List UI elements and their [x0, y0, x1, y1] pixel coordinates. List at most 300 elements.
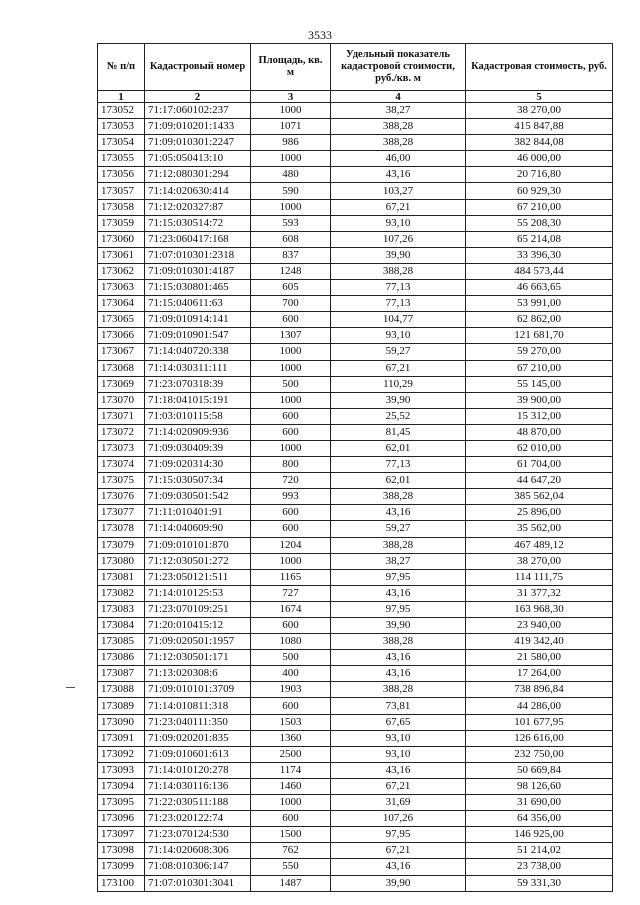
row-number-cell: 173086 [98, 650, 145, 666]
row-number-cell: 173071 [98, 408, 145, 424]
specific-value-cell: 39,90 [331, 392, 466, 408]
row-number-cell: 173079 [98, 537, 145, 553]
row-number-cell: 173093 [98, 762, 145, 778]
cadastral-cost-cell: 163 968,30 [466, 601, 613, 617]
table-row [98, 569, 613, 585]
row-number-cell: 173088 [98, 682, 145, 698]
specific-value-cell: 67,21 [331, 199, 466, 215]
area-cell: 590 [251, 183, 331, 199]
cadastral-number-cell: 71:08:010306:147 [145, 859, 251, 875]
row-number-cell: 173081 [98, 569, 145, 585]
row-number-cell: 173073 [98, 440, 145, 456]
area-cell: 1500 [251, 827, 331, 843]
table-row [98, 119, 613, 135]
specific-value-cell: 43,16 [331, 505, 466, 521]
table-row [98, 280, 613, 296]
cadastral-cost-cell: 23 738,00 [466, 859, 613, 875]
specific-value-cell: 77,13 [331, 296, 466, 312]
row-number-cell: 173069 [98, 376, 145, 392]
row-number-cell: 173063 [98, 280, 145, 296]
area-cell: 1071 [251, 119, 331, 135]
cadastral-number-cell: 71:09:030409:39 [145, 440, 251, 456]
table-row [98, 714, 613, 730]
cadastral-cost-cell: 232 750,00 [466, 746, 613, 762]
cadastral-cost-cell: 62 862,00 [466, 312, 613, 328]
cadastral-number-cell: 71:11:010401:91 [145, 505, 251, 521]
row-number-cell: 173057 [98, 183, 145, 199]
header-cadastral-number: Кадастровый номер [145, 44, 251, 91]
area-cell: 1000 [251, 360, 331, 376]
specific-value-cell: 67,21 [331, 843, 466, 859]
margin-mark [66, 687, 75, 688]
area-cell: 1000 [251, 392, 331, 408]
cadastral-number-cell: 71:09:010901:547 [145, 328, 251, 344]
specific-value-cell: 97,95 [331, 827, 466, 843]
area-cell: 1080 [251, 634, 331, 650]
specific-value-cell: 62,01 [331, 440, 466, 456]
column-number: 3 [251, 91, 331, 103]
specific-value-cell: 93,10 [331, 215, 466, 231]
specific-value-cell: 97,95 [331, 601, 466, 617]
table-row [98, 392, 613, 408]
table-row [98, 601, 613, 617]
column-number: 1 [98, 91, 145, 103]
table-row [98, 440, 613, 456]
cadastral-number-cell: 71:12:080301:294 [145, 167, 251, 183]
cadastral-cost-cell: 67 210,00 [466, 360, 613, 376]
column-number: 4 [331, 91, 466, 103]
cadastral-cost-cell: 60 929,30 [466, 183, 613, 199]
specific-value-cell: 67,65 [331, 714, 466, 730]
area-cell: 400 [251, 666, 331, 682]
cadastral-number-cell: 71:14:010120:278 [145, 762, 251, 778]
row-number-cell: 173085 [98, 634, 145, 650]
cadastral-number-cell: 71:07:010301:2318 [145, 247, 251, 263]
area-cell: 1248 [251, 263, 331, 279]
cadastral-number-cell: 71:14:030116:136 [145, 778, 251, 794]
cadastral-cost-cell: 121 681,70 [466, 328, 613, 344]
table-row [98, 585, 613, 601]
specific-value-cell: 93,10 [331, 730, 466, 746]
cadastral-cost-cell: 23 940,00 [466, 618, 613, 634]
row-number-cell: 173095 [98, 795, 145, 811]
row-number-cell: 173055 [98, 151, 145, 167]
specific-value-cell: 38,27 [331, 553, 466, 569]
specific-value-cell: 39,90 [331, 875, 466, 891]
cadastral-cost-cell: 38 270,00 [466, 553, 613, 569]
cadastral-number-cell: 71:23:070318:39 [145, 376, 251, 392]
row-number-cell: 173066 [98, 328, 145, 344]
cadastral-cost-cell: 415 847,88 [466, 119, 613, 135]
row-number-cell: 173076 [98, 489, 145, 505]
table-row [98, 698, 613, 714]
table-row [98, 312, 613, 328]
row-number-cell: 173089 [98, 698, 145, 714]
cadastral-number-cell: 71:14:030311:111 [145, 360, 251, 376]
table-row [98, 618, 613, 634]
area-cell: 2500 [251, 746, 331, 762]
specific-value-cell: 43,16 [331, 650, 466, 666]
cadastral-cost-cell: 46 663,65 [466, 280, 613, 296]
cadastral-cost-cell: 51 214,02 [466, 843, 613, 859]
table-row [98, 135, 613, 151]
cadastral-cost-cell: 33 396,30 [466, 247, 613, 263]
cadastral-cost-cell: 61 704,00 [466, 457, 613, 473]
specific-value-cell: 77,13 [331, 457, 466, 473]
specific-value-cell: 103,27 [331, 183, 466, 199]
cadastral-cost-cell: 38 270,00 [466, 103, 613, 119]
specific-value-cell: 43,16 [331, 666, 466, 682]
cadastral-number-cell: 71:09:010101:870 [145, 537, 251, 553]
cadastral-number-cell: 71:03:010115:58 [145, 408, 251, 424]
cadastral-number-cell: 71:15:030801:465 [145, 280, 251, 296]
specific-value-cell: 43,16 [331, 762, 466, 778]
cadastral-cost-cell: 382 844,08 [466, 135, 613, 151]
cadastral-cost-cell: 484 573,44 [466, 263, 613, 279]
column-number: 2 [145, 91, 251, 103]
row-number-cell: 173084 [98, 618, 145, 634]
table-row [98, 730, 613, 746]
table-row [98, 875, 613, 891]
row-number-cell: 173096 [98, 811, 145, 827]
cadastral-number-cell: 71:18:041015:191 [145, 392, 251, 408]
header-cadastral-cost: Кадастровая стоимость, руб. [466, 44, 613, 91]
area-cell: 1204 [251, 537, 331, 553]
specific-value-cell: 59,27 [331, 521, 466, 537]
specific-value-cell: 388,28 [331, 537, 466, 553]
cadastral-number-cell: 71:14:020608:306 [145, 843, 251, 859]
table-row [98, 231, 613, 247]
table-row [98, 537, 613, 553]
specific-value-cell: 107,26 [331, 811, 466, 827]
row-number-cell: 173072 [98, 424, 145, 440]
specific-value-cell: 110,29 [331, 376, 466, 392]
cadastral-number-cell: 71:23:070124:530 [145, 827, 251, 843]
cadastral-number-cell: 71:09:020501:1957 [145, 634, 251, 650]
cadastral-value-table [97, 43, 613, 892]
cadastral-cost-cell: 55 208,30 [466, 215, 613, 231]
area-cell: 800 [251, 457, 331, 473]
area-cell: 1503 [251, 714, 331, 730]
cadastral-number-cell: 71:09:010914:141 [145, 312, 251, 328]
header-row [98, 44, 613, 91]
cadastral-number-cell: 71:23:040111:350 [145, 714, 251, 730]
area-cell: 1000 [251, 795, 331, 811]
column-number-row [98, 91, 613, 103]
row-number-cell: 173059 [98, 215, 145, 231]
row-number-cell: 173065 [98, 312, 145, 328]
specific-value-cell: 25,52 [331, 408, 466, 424]
cadastral-cost-cell: 31 690,00 [466, 795, 613, 811]
table-row [98, 795, 613, 811]
table-row [98, 247, 613, 263]
row-number-cell: 173099 [98, 859, 145, 875]
table-row [98, 376, 613, 392]
specific-value-cell: 93,10 [331, 746, 466, 762]
specific-value-cell: 388,28 [331, 682, 466, 698]
cadastral-number-cell: 71:14:040720:338 [145, 344, 251, 360]
area-cell: 600 [251, 408, 331, 424]
row-number-cell: 173082 [98, 585, 145, 601]
specific-value-cell: 388,28 [331, 119, 466, 135]
table-row [98, 344, 613, 360]
area-cell: 600 [251, 811, 331, 827]
area-cell: 500 [251, 650, 331, 666]
cadastral-number-cell: 71:13:020308:6 [145, 666, 251, 682]
row-number-cell: 173064 [98, 296, 145, 312]
cadastral-cost-cell: 53 991,00 [466, 296, 613, 312]
cadastral-cost-cell: 44 286,00 [466, 698, 613, 714]
row-number-cell: 173077 [98, 505, 145, 521]
area-cell: 600 [251, 424, 331, 440]
area-cell: 600 [251, 698, 331, 714]
cadastral-number-cell: 71:15:030507:34 [145, 473, 251, 489]
area-cell: 1307 [251, 328, 331, 344]
cadastral-cost-cell: 101 677,95 [466, 714, 613, 730]
cadastral-number-cell: 71:09:010601:613 [145, 746, 251, 762]
cadastral-number-cell: 71:09:020201:835 [145, 730, 251, 746]
row-number-cell: 173090 [98, 714, 145, 730]
cadastral-cost-cell: 17 264,00 [466, 666, 613, 682]
table-row [98, 505, 613, 521]
area-cell: 993 [251, 489, 331, 505]
area-cell: 700 [251, 296, 331, 312]
cadastral-number-cell: 71:15:040611:63 [145, 296, 251, 312]
area-cell: 600 [251, 505, 331, 521]
specific-value-cell: 59,27 [331, 344, 466, 360]
cadastral-cost-cell: 385 562,04 [466, 489, 613, 505]
row-number-cell: 173054 [98, 135, 145, 151]
cadastral-cost-cell: 67 210,00 [466, 199, 613, 215]
row-number-cell: 173067 [98, 344, 145, 360]
area-cell: 1000 [251, 344, 331, 360]
cadastral-cost-cell: 114 111,75 [466, 569, 613, 585]
cadastral-number-cell: 71:09:010201:1433 [145, 119, 251, 135]
area-cell: 600 [251, 618, 331, 634]
row-number-cell: 173091 [98, 730, 145, 746]
specific-value-cell: 39,90 [331, 247, 466, 263]
row-number-cell: 173083 [98, 601, 145, 617]
cadastral-cost-cell: 419 342,40 [466, 634, 613, 650]
row-number-cell: 173062 [98, 263, 145, 279]
area-cell: 480 [251, 167, 331, 183]
cadastral-cost-cell: 21 580,00 [466, 650, 613, 666]
specific-value-cell: 93,10 [331, 328, 466, 344]
table-row [98, 296, 613, 312]
area-cell: 986 [251, 135, 331, 151]
cadastral-number-cell: 71:23:020122:74 [145, 811, 251, 827]
specific-value-cell: 97,95 [331, 569, 466, 585]
header-area: Площадь, кв. м [251, 44, 331, 91]
table-row [98, 859, 613, 875]
area-cell: 1903 [251, 682, 331, 698]
table-row [98, 746, 613, 762]
area-cell: 1000 [251, 151, 331, 167]
table-row [98, 199, 613, 215]
specific-value-cell: 43,16 [331, 585, 466, 601]
row-number-cell: 173052 [98, 103, 145, 119]
row-number-cell: 173092 [98, 746, 145, 762]
cadastral-number-cell: 71:17:060102:237 [145, 103, 251, 119]
cadastral-cost-cell: 738 896,84 [466, 682, 613, 698]
specific-value-cell: 388,28 [331, 263, 466, 279]
table-row [98, 634, 613, 650]
area-cell: 837 [251, 247, 331, 263]
specific-value-cell: 31,69 [331, 795, 466, 811]
specific-value-cell: 104,77 [331, 312, 466, 328]
row-number-cell: 173100 [98, 875, 145, 891]
cadastral-number-cell: 71:09:010301:4187 [145, 263, 251, 279]
table-row [98, 328, 613, 344]
cadastral-cost-cell: 146 925,00 [466, 827, 613, 843]
specific-value-cell: 46,00 [331, 151, 466, 167]
specific-value-cell: 67,21 [331, 360, 466, 376]
table-row [98, 650, 613, 666]
cadastral-number-cell: 71:07:010301:3041 [145, 875, 251, 891]
specific-value-cell: 388,28 [331, 489, 466, 505]
row-number-cell: 173078 [98, 521, 145, 537]
table-row [98, 811, 613, 827]
area-cell: 1000 [251, 103, 331, 119]
table-row [98, 215, 613, 231]
row-number-cell: 173075 [98, 473, 145, 489]
table-row [98, 682, 613, 698]
cadastral-number-cell: 71:23:060417:168 [145, 231, 251, 247]
cadastral-number-cell: 71:14:020630:414 [145, 183, 251, 199]
row-number-cell: 173068 [98, 360, 145, 376]
table-row [98, 553, 613, 569]
cadastral-number-cell: 71:09:020314:30 [145, 457, 251, 473]
area-cell: 500 [251, 376, 331, 392]
cadastral-cost-cell: 39 900,00 [466, 392, 613, 408]
table-row [98, 827, 613, 843]
cadastral-number-cell: 71:09:010301:2247 [145, 135, 251, 151]
area-cell: 1487 [251, 875, 331, 891]
cadastral-number-cell: 71:20:010415:12 [145, 618, 251, 634]
area-cell: 1000 [251, 199, 331, 215]
cadastral-number-cell: 71:12:030501:272 [145, 553, 251, 569]
table-row [98, 762, 613, 778]
area-cell: 1000 [251, 440, 331, 456]
area-cell: 600 [251, 312, 331, 328]
cadastral-cost-cell: 59 270,00 [466, 344, 613, 360]
cadastral-number-cell: 71:09:010101:3709 [145, 682, 251, 698]
row-number-cell: 173087 [98, 666, 145, 682]
table-row [98, 151, 613, 167]
row-number-cell: 173094 [98, 778, 145, 794]
area-cell: 1674 [251, 601, 331, 617]
table-row [98, 489, 613, 505]
table-body [98, 103, 613, 892]
area-cell: 727 [251, 585, 331, 601]
cadastral-cost-cell: 48 870,00 [466, 424, 613, 440]
specific-value-cell: 67,21 [331, 778, 466, 794]
row-number-cell: 173060 [98, 231, 145, 247]
table-row [98, 778, 613, 794]
area-cell: 1174 [251, 762, 331, 778]
table-row [98, 408, 613, 424]
cadastral-number-cell: 71:12:020327:87 [145, 199, 251, 215]
cadastral-cost-cell: 25 896,00 [466, 505, 613, 521]
table-header [98, 44, 613, 103]
specific-value-cell: 38,27 [331, 103, 466, 119]
cadastral-cost-cell: 65 214,08 [466, 231, 613, 247]
cadastral-cost-cell: 35 562,00 [466, 521, 613, 537]
table-row [98, 183, 613, 199]
specific-value-cell: 43,16 [331, 859, 466, 875]
area-cell: 550 [251, 859, 331, 875]
area-cell: 593 [251, 215, 331, 231]
header-row-number: № п/п [98, 44, 145, 91]
specific-value-cell: 388,28 [331, 634, 466, 650]
cadastral-number-cell: 71:22:030511:188 [145, 795, 251, 811]
specific-value-cell: 77,13 [331, 280, 466, 296]
cadastral-cost-cell: 55 145,00 [466, 376, 613, 392]
area-cell: 605 [251, 280, 331, 296]
area-cell: 1000 [251, 553, 331, 569]
cadastral-number-cell: 71:14:020909:936 [145, 424, 251, 440]
cadastral-cost-cell: 64 356,00 [466, 811, 613, 827]
table-row [98, 360, 613, 376]
row-number-cell: 173097 [98, 827, 145, 843]
row-number-cell: 173080 [98, 553, 145, 569]
cadastral-number-cell: 71:09:030501:542 [145, 489, 251, 505]
row-number-cell: 173098 [98, 843, 145, 859]
cadastral-number-cell: 71:12:030501:171 [145, 650, 251, 666]
table-row [98, 843, 613, 859]
table-row [98, 521, 613, 537]
table-row [98, 666, 613, 682]
row-number-cell: 173061 [98, 247, 145, 263]
cadastral-cost-cell: 467 489,12 [466, 537, 613, 553]
specific-value-cell: 107,26 [331, 231, 466, 247]
area-cell: 1360 [251, 730, 331, 746]
area-cell: 762 [251, 843, 331, 859]
area-cell: 600 [251, 521, 331, 537]
specific-value-cell: 73,81 [331, 698, 466, 714]
cadastral-cost-cell: 15 312,00 [466, 408, 613, 424]
table-row [98, 167, 613, 183]
page-number: 3533 [308, 28, 332, 42]
cadastral-cost-cell: 98 126,60 [466, 778, 613, 794]
specific-value-cell: 62,01 [331, 473, 466, 489]
table-row [98, 103, 613, 119]
cadastral-number-cell: 71:23:070109:251 [145, 601, 251, 617]
cadastral-number-cell: 71:23:050121:511 [145, 569, 251, 585]
row-number-cell: 173074 [98, 457, 145, 473]
table-row [98, 457, 613, 473]
row-number-cell: 173056 [98, 167, 145, 183]
cadastral-cost-cell: 62 010,00 [466, 440, 613, 456]
cadastral-cost-cell: 20 716,80 [466, 167, 613, 183]
row-number-cell: 173053 [98, 119, 145, 135]
cadastral-cost-cell: 59 331,30 [466, 875, 613, 891]
specific-value-cell: 388,28 [331, 135, 466, 151]
cadastral-cost-cell: 44 647,20 [466, 473, 613, 489]
specific-value-cell: 43,16 [331, 167, 466, 183]
row-number-cell: 173058 [98, 199, 145, 215]
column-number: 5 [466, 91, 613, 103]
specific-value-cell: 39,90 [331, 618, 466, 634]
row-number-cell: 173070 [98, 392, 145, 408]
cadastral-cost-cell: 46 000,00 [466, 151, 613, 167]
area-cell: 720 [251, 473, 331, 489]
specific-value-cell: 81,45 [331, 424, 466, 440]
table-row [98, 424, 613, 440]
area-cell: 1165 [251, 569, 331, 585]
table-row [98, 473, 613, 489]
cadastral-cost-cell: 126 616,00 [466, 730, 613, 746]
